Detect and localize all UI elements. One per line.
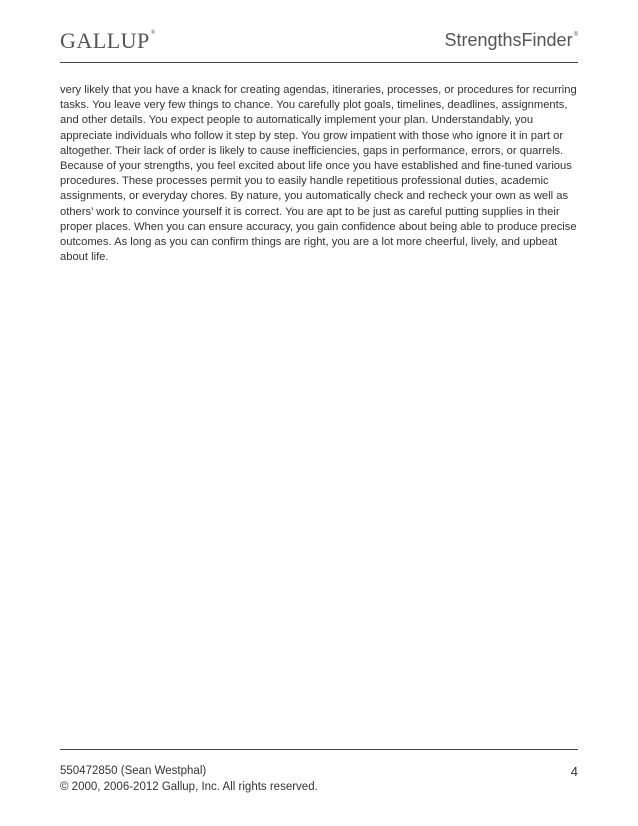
footer-id-line: 550472850 (Sean Westphal) [60,765,207,777]
footer-copyright: © 2000, 2006-2012 Gallup, Inc. All rights reserved. [60,781,318,793]
logo-text: GALLUP [60,28,150,53]
gallup-logo [60,28,156,54]
page-number: 4 [570,764,578,779]
body-paragraph: very likely that you have a knack for creating agendas, itineraries, processes, or procedures for recurring tasks. You leave very few things to chance. You carefully plot goals, timelines, deadlines, assignments, and other details. You expect people to automatically implement your plan. Understandably, you appreciate individuals who follow it step by step. You grow impatient with those who ignore it in part or altogether. Their lack of order is likely to cause inefficiencies, gaps in performance, errors, or quarrels. Because of your strengths, you feel excited about life once you have established and fine-tuned various procedures. These processes permit you to easily handle repetitious professional duties, academic assignments, or everyday chores. By nature, you automatically check and recheck your own as well as others’ work to convince yourself it is correct. You are apt to be just as careful putting supplies in their proper places. When you can ensure accuracy, you gain confidence about being able to produce precise outcomes. As long as you can confirm things are right, you are a lot more cheerful, lively, and upbeat about life. [60,84,577,264]
logo-registered-mark: ® [150,30,156,36]
footer-divider [60,749,578,750]
page-header [60,28,578,58]
product-registered-mark: ® [573,32,578,38]
product-name [445,30,579,51]
product-name-text: StrengthsFinder [444,30,573,50]
header-divider [60,62,578,63]
